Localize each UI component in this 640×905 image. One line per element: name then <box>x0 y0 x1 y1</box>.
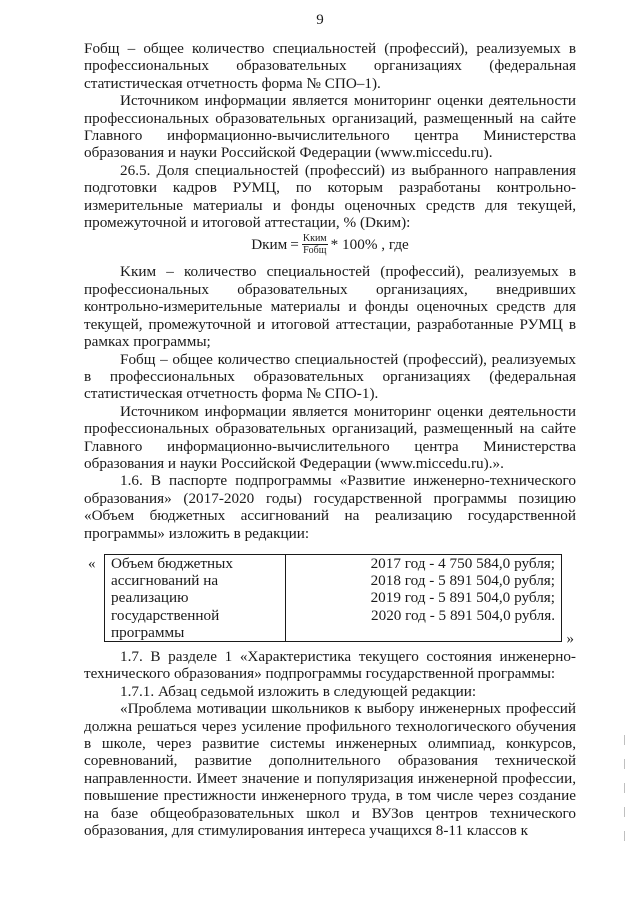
open-quote: « <box>88 555 96 572</box>
scan-edge-marks <box>624 735 626 875</box>
budget-value-line: 2017 год - 4 750 584,0 рубля; <box>370 554 555 572</box>
formula-lhs: Dким <box>251 236 288 254</box>
budget-value-line: 2018 год - 5 891 504,0 рубля; <box>370 572 555 590</box>
budget-label-line: Объем бюджетных <box>111 554 233 572</box>
paragraph: 1.7. В разделе 1 «Характеристика текущего состояния инженерно-технического образования» подпрограммы государственной программы: <box>84 647 576 683</box>
budget-label-line: реализацию <box>111 589 189 607</box>
page-number: 9 <box>316 12 324 28</box>
budget-label-line: ассигнований на <box>111 572 219 590</box>
budget-label-cell <box>105 554 286 641</box>
paragraph: «Проблема мотивации школьников к выбору инженерных профессий должна решаться через усиление профильного технологического обучения в школе, через развитие системы инженерных олимпиад, конкурсов, соревнований, развитие дополнительного образования технической направленности. Имеет значение и популяризация инженерной профессии, повышение престижности инженерного труда, в том числе через создание на базе общеобразовательных школ и ВУЗов центров технического образования, для стимулирования интереса учащихся 8-11 классов к <box>84 700 576 840</box>
paragraph: Fобщ – общее количество специальностей (профессий), реализуемых в профессиональных образовательных организациях (федеральная статистическая отчетность форма № СПО-1). <box>84 350 576 403</box>
paragraph: Fобщ – общее количество специальностей (профессий), реализуемых в профессиональных образовательных организациях (федеральная статистическая отчетность форма № СПО–1). <box>84 40 576 92</box>
formula-rhs: * 100% , где <box>330 236 409 254</box>
paragraph: Источником информации является мониторинг оценки деятельности профессиональных образовательных организаций, размещенный на сайте Главного информационно-вычислительного центра Министерства образования и науки Российской Федерации (www.miccedu.ru).». <box>84 402 576 472</box>
formula-eq: = <box>290 236 299 254</box>
paragraph: 1.7.1. Абзац седьмой изложить в следующей редакции: <box>120 682 477 700</box>
formula-dkim <box>84 233 576 259</box>
top-paragraphs <box>84 40 576 231</box>
paragraph: 26.5. Доля специальностей (профессий) из выбранного направления подготовки кадров РУМЦ, по которым разработаны контрольно-измерительные материалы и фонды оценочных средств для текущей, промежуточной и итоговой аттестации, % (Dким): <box>84 161 576 232</box>
budget-label-line: программы <box>111 623 185 641</box>
document-body <box>84 40 576 839</box>
paragraph: Kким – количество специальностей (профессий), реализуемых в профессиональных образовательных организациях, внедривших контрольно-измерительные материалы и фонды оценочных средств для текущей, промежуточной и итоговой аттестации, разработанные РУМЦ в рамках программы; <box>84 263 576 351</box>
formula-denominator: Fобщ <box>303 245 327 257</box>
budget-table-block <box>84 552 576 647</box>
table-row <box>105 554 562 641</box>
budget-value-line: 2019 год - 5 891 504,0 рубля; <box>370 589 555 607</box>
middle-paragraphs <box>84 263 576 542</box>
paragraph: Источником информации является мониторинг оценки деятельности профессиональных образовательных организаций, размещенный на сайте Главного информационно-вычислительного центра Министерства образования и науки Российской Федерации (www.miccedu.ru). <box>84 92 576 162</box>
bottom-paragraphs <box>84 648 576 839</box>
formula-fraction <box>302 233 328 256</box>
budget-table <box>104 554 562 642</box>
formula-numerator: Kким <box>302 233 327 245</box>
close-quote: » <box>566 630 574 647</box>
budget-value-line: 2020 год - 5 891 504,0 рубля. <box>371 606 555 624</box>
budget-values-cell <box>286 554 562 641</box>
paragraph: 1.6. В паспорте подпрограммы «Развитие инженерно-технического образования» (2017-2020 годы) государственной программы позицию «Объем бюджетных ассигнований на реализацию государственной программы» изложить в редакции: <box>84 472 576 542</box>
budget-label-line: государственной <box>111 606 220 624</box>
